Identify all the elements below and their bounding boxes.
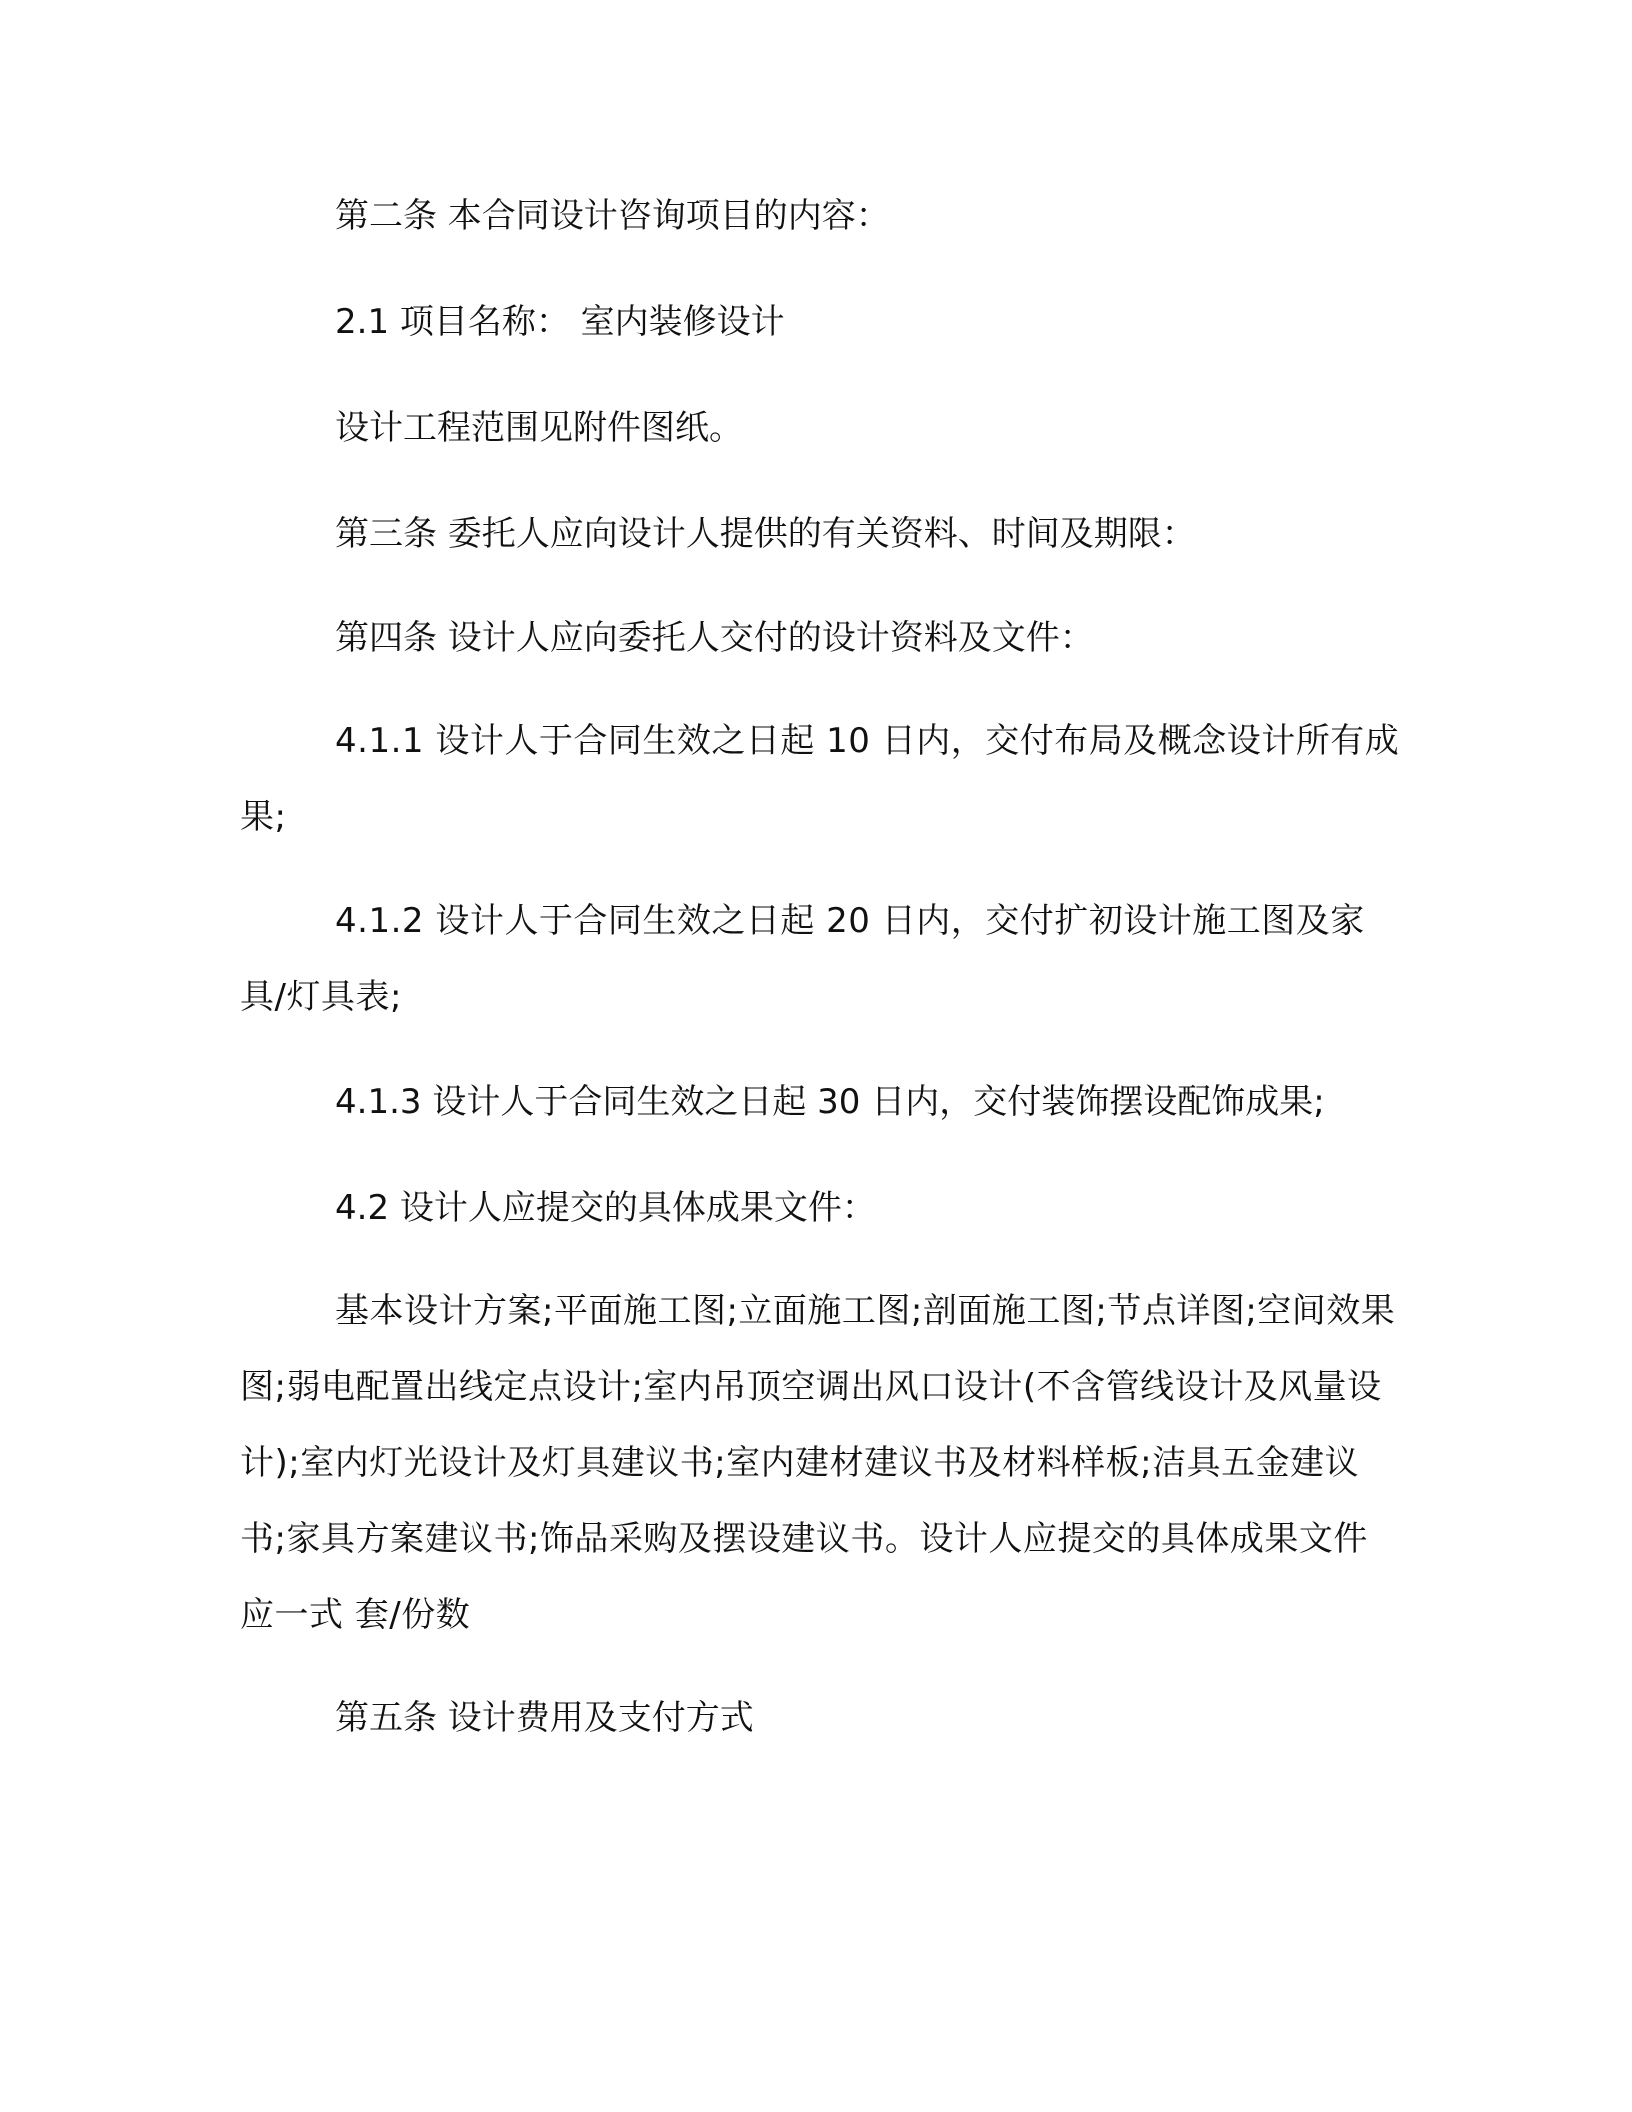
item-4-2: 4.2 设计人应提交的具体成果文件： [335, 1188, 876, 1228]
item-4-1-1: 4.1.1 设计人于合同生效之日起 10 日内，交付布局及概念设计所有成果; [240, 721, 1400, 837]
clause-5-heading: 第五条 设计费用及支付方式 [335, 1698, 754, 1738]
clause-3-heading: 第三条 委托人应向设计人提供的有关资料、时间及期限： [335, 514, 1196, 554]
clause-4-heading: 第四条 设计人应向委托人交付的设计资料及文件： [335, 618, 1094, 658]
project-name: 2.1 项目名称： 室内装修设计 [335, 302, 785, 342]
item-4-1-2: 4.1.2 设计人于合同生效之日起 20 日内，交付扩初设计施工图及家具/灯具表; [240, 901, 1365, 1017]
deliverables-list: 基本设计方案;平面施工图;立面施工图;剖面施工图;节点详图;空间效果图;弱电配置出线定点设计;室内吊顶空调出风口设计(不含管线设计及风量设计);室内灯光设计及灯具建议书;室内建材建议书及材料样板;洁具五金建议书;家具方案建议书;饰品采购及摆设建议书。设计人应提交的具体成果文件应一式 套/份数 [240, 1291, 1396, 1635]
clause-2-heading: 第二条 本合同设计咨询项目的内容： [335, 196, 890, 236]
design-scope: 设计工程范围见附件图纸。 [335, 408, 743, 448]
item-4-1-3: 4.1.3 设计人于合同生效之日起 30 日内，交付装饰摆设配饰成果; [335, 1082, 1325, 1122]
